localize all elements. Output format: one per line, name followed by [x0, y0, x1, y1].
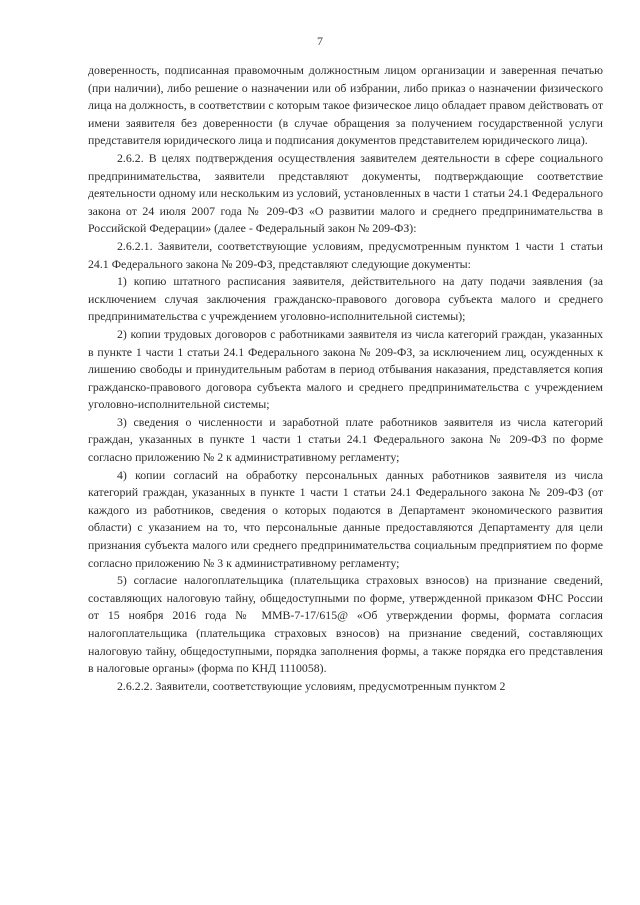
list-item-3: 3) сведения о численности и заработной плате работников заявителя из числа категорий граждан, указанных в пункте 1 части 1 статьи 24.1 Федерального закона № 209-ФЗ по форме согласно приложению № 2 к административному регламенту; [88, 414, 603, 465]
list-item-4: 4) копии согласий на обработку персональных данных работников заявителя из числа категорий граждан, указанных в пункте 1 части 1 статьи 24.1 Федерального закона № 209-ФЗ (от каждого из работников, сведения о которых подаются в Департамент экономического развития области) с указанием на то, что персональные данные предоставляются Департаменту для цели признания субъекта малого или среднего предпринимательства социальным предприятием по форме согласно приложению № 3 к административному регламенту; [88, 467, 603, 570]
list-item-5: 5) согласие налогоплательщика (плательщика страховых взносов) на признание сведений, составляющих налоговую тайну, общедоступными по форме, утвержденной приказом ФНС России от 15 ноября 2016 года № ММВ-7-17/615@ «Об утверждении формы, формата согласия налогоплательщика (плательщика страховых взносов) на признание сведений, составляющих налоговую тайну, общедоступными, порядка заполнения формы, а также порядка его представления в налоговые органы» (форма по КНД 1110058). [88, 573, 603, 676]
document-body [88, 62, 603, 695]
paragraph-2-6-2: 2.6.2. В целях подтверждения осуществления заявителем деятельности в сфере социального предпринимательства, заявители представляют документы, подтверждающие соответствие деятельности одному или нескольким из условий, установленных в части 1 статьи 24.1 Федерального закона от 24 июля 2007 года № 209-ФЗ «О развитии малого и среднего предпринимательства в Российской Федерации» (далее - Федеральный закон № 209-ФЗ): [88, 150, 603, 236]
list-item-1: 1) копию штатного расписания заявителя, действительного на дату подачи заявления (за исключением случая заключения гражданско-правового договора субъекта малого и среднего предпринимательства с учреждением уголовно-исполнительной системы); [88, 274, 603, 324]
paragraph-2-6-2-2: 2.6.2.2. Заявители, соответствующие условиям, предусмотренным пунктом 2 [117, 678, 506, 693]
paragraph-continuation: доверенность, подписанная правомочным должностным лицом организации и заверенная печатью (при наличии), либо решение о назначении или об избрании, либо приказ о назначении физического лица на должность, в соответствии с которым такое физическое лицо обладает правом действовать от имени заявителя без доверенности (в случае обращения за получением государственной услуги представителя юридического лица и подписания документов представителем юридического лица). [88, 63, 603, 148]
list-item-2: 2) копии трудовых договоров с работниками заявителя из числа категорий граждан, указанных в пункте 1 части 1 статьи 24.1 Федерального закона № 209-ФЗ, за исключением лиц, осужденных к лишению свободы и принудительным работам в период отбывания наказания, представляется копия гражданско-правового договора субъекта малого и среднего предпринимательства с учреждением уголовно-исполнительной системы; [88, 326, 603, 412]
paragraph-2-6-2-1: 2.6.2.1. Заявители, соответствующие условиям, предусмотренным пунктом 1 части 1 статьи 24.1 Федерального закона № 209-ФЗ, представляют следующие документы: [88, 238, 603, 271]
page-number: 7 [317, 34, 323, 48]
